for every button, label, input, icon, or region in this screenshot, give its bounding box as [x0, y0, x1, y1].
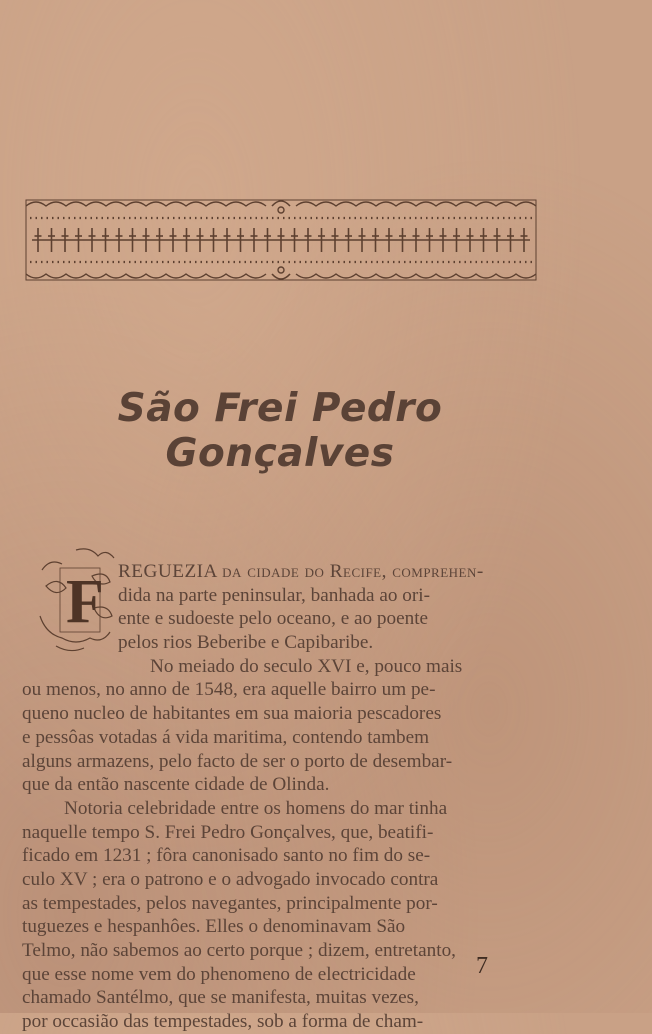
text-line: naquelle tempo S. Frei Pedro Gonçalves, que, beatifi-: [22, 821, 434, 843]
text-line: ente e sudoeste pelo oceano, e ao poente: [118, 608, 429, 630]
text-line: chamado Santélmo, que se manifesta, muitas vezes,: [22, 987, 419, 1009]
text-line: Telmo, não sabemos ao certo porque ; dizem, entretanto,: [22, 940, 456, 961]
text-line: queno nucleo de habitantes em sua maioria pescadores: [22, 703, 442, 725]
text-line: No meiado do seculo XVI e, pouco mais: [150, 655, 463, 677]
text-line: Notoria celebridade entre os homens do mar tinha: [64, 797, 448, 819]
text-line: culo XV ; era o patrono e o advogado invocado contra: [22, 868, 439, 890]
text-line: ficado em 1231 ; fôra canonisado santo no fim do se-: [22, 845, 431, 867]
body-text: [22, 560, 547, 1034]
text-line: as tempestades, pelos navegantes, principalmente por-: [22, 892, 438, 914]
text-line: por occasião das tempestades, sob a forma de cham-: [22, 1011, 424, 1033]
text-line: ou menos, no anno de 1548, era aquelle bairro um pe-: [22, 679, 436, 701]
text-line: tuguezes e hespanhôes. Elles o denominavam São: [22, 916, 406, 938]
text-line: que esse nome vem do phenomeno de electricidade: [22, 963, 416, 985]
header-ornament: [22, 194, 540, 286]
text-line: REGUEZIA da cidade do Recife, comprehen-: [118, 561, 484, 582]
text-line: pelos rios Beberibe e Capibaribe.: [118, 632, 374, 654]
text-line: alguns armazens, pelo facto de ser o porto de desembar-: [22, 750, 453, 772]
svg-text:F: F: [66, 568, 104, 636]
text-line: e pessôas votadas á vida maritima, contendo tambem: [22, 726, 430, 748]
page-title: São Frei Pedro Gonçalves: [117, 386, 443, 476]
text-line: dida na parte peninsular, banhada ao ori-: [118, 584, 430, 606]
text-line: que da então nascente cidade de Olinda.: [22, 774, 330, 796]
page-number: 7: [476, 953, 488, 979]
